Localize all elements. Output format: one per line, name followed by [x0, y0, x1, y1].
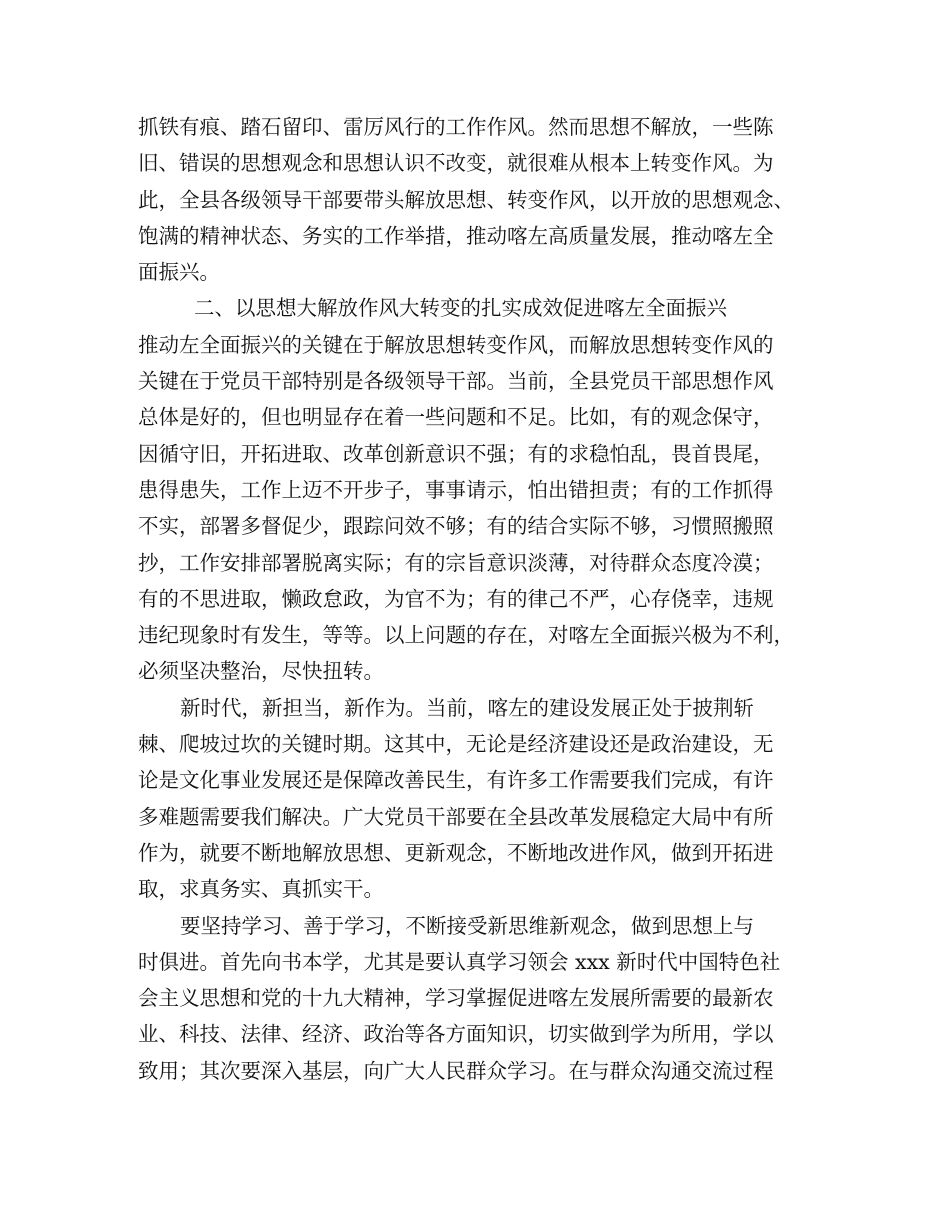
text-line: 有的不思进取，懒政怠政，为官不为；有的律己不严，心存侥幸，违规: [138, 586, 774, 611]
paragraph-p4: [138, 690, 828, 908]
text-line: 面振兴。: [138, 260, 220, 285]
text-line: 致用；其次要深入基层，向广大人民群众学习。在与群众沟通交流过程: [138, 1058, 774, 1083]
text-line: 抄，工作安排部署脱离实际；有的宗旨意识淡薄，对待群众态度冷漠；: [138, 550, 774, 575]
text-line: 因循守旧，开拓进取、改革创新意识不强；有的求稳怕乱，畏首畏尾，: [138, 441, 774, 466]
text-line: 患得患失，工作上迈不开步子，事事请示，怕出错担责；有的工作抓得: [138, 477, 774, 502]
text-line: 此，全县各级领导干部要带头解放思想、转变作风，以开放的思想观念、: [138, 187, 794, 212]
text-line: 必须坚决整治，尽快扭转。: [138, 659, 384, 684]
text-line: 论是文化事业发展还是保障改善民生，有许多工作需要我们完成，有许: [138, 768, 774, 793]
text-line: 取，求真务实、真抓实干。: [138, 877, 384, 902]
text-line: 抓铁有痕、踏石留印、雷厉风行的工作作风。然而思想不解放，一些陈: [138, 115, 774, 139]
text-line: 棘、爬坡过坎的关键时期。这其中，无论是经济建设还是政治建设，无: [138, 732, 774, 757]
paragraph-p5: [138, 908, 828, 1089]
text-line: 要坚持学习、善于学习，不断接受新思维新观念，做到思想上与: [180, 913, 754, 938]
text-line: 会主义思想和党的十九大精神，学习掌握促进喀左发展所需要的最新农: [138, 986, 774, 1011]
paragraph-p2: [138, 290, 828, 326]
text-line: 饱满的精神状态、务实的工作举措，推动喀左高质量发展，推动喀左全: [138, 223, 774, 248]
text-line: 二、以思想大解放作风大转变的扎实成效促进喀左全面振兴: [194, 296, 727, 321]
text-line: 总体是好的，但也明显存在着一些问题和不足。比如，有的观念保守，: [138, 405, 774, 430]
text-line: 作为，就要不断地解放思想、更新观念，不断地改进作风，做到开拓进: [138, 840, 774, 865]
paragraph-p1: [138, 109, 828, 290]
text-line: 多难题需要我们解决。广大党员干部要在全县改革发展稳定大局中有所: [138, 804, 774, 829]
paragraph-p3: [138, 327, 828, 690]
text-line: 时俱进。首先向书本学，尤其是要认真学习领会 xxx 新时代中国特色社: [138, 949, 781, 974]
text-line: 业、科技、法律、经济、政治等各方面知识，切实做到学为所用，学以: [138, 1022, 774, 1047]
text-line: 推动左全面振兴的关键在于解放思想转变作风，而解放思想转变作风的: [138, 332, 774, 357]
text-line: 不实，部署多督促少，跟踪问效不够；有的结合实际不够，习惯照搬照: [138, 514, 774, 539]
text-line: 违纪现象时有发生，等等。以上问题的存在，对喀左全面振兴极为不利，: [138, 623, 794, 648]
text-line: 新时代，新担当，新作为。当前，喀左的建设发展正处于披荆斩: [180, 695, 754, 720]
document-body: [138, 109, 828, 1089]
text-line: 旧、错误的思想观念和思想认识不改变，就很难从根本上转变作风。为: [138, 151, 774, 176]
text-line: 关键在于党员干部特别是各级领导干部。当前，全县党员干部思想作风: [138, 369, 774, 394]
